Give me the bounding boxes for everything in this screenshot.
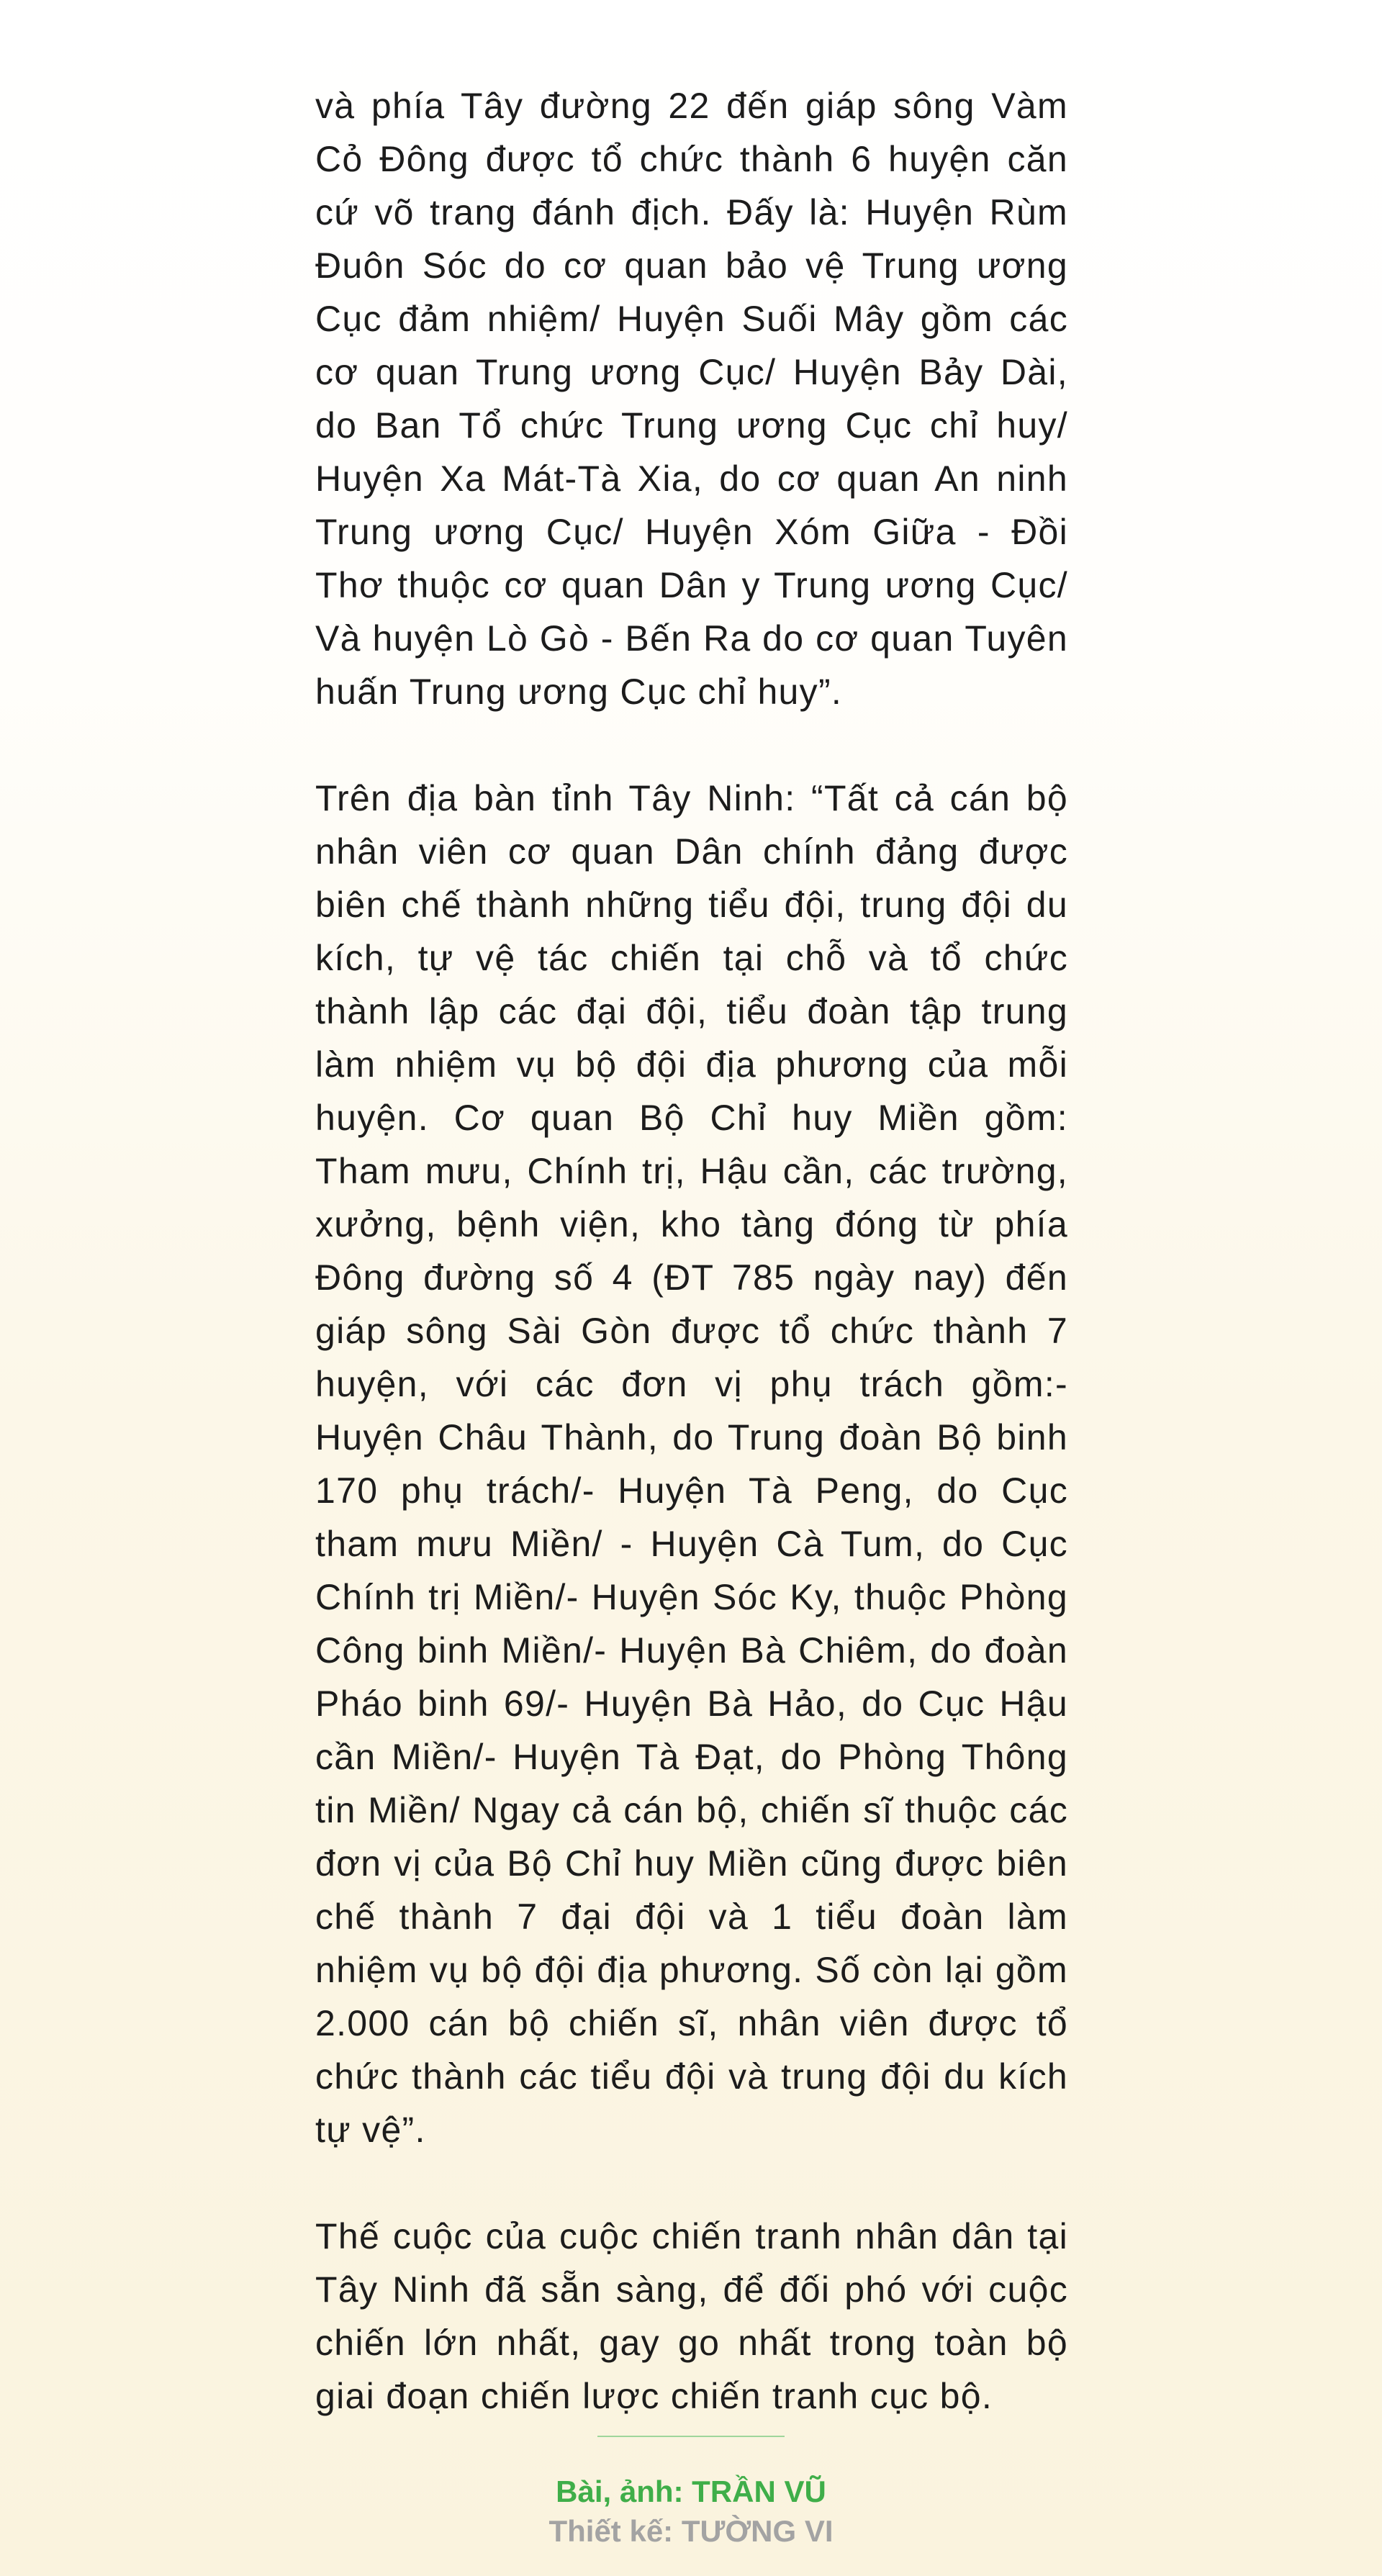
design-credit: Thiết kế: TƯỜNG VI bbox=[548, 2514, 834, 2548]
credits-divider bbox=[597, 2436, 785, 2437]
article-body bbox=[315, 79, 1068, 2476]
article-paragraph: và phía Tây đường 22 đến giáp sông Vàm Cỏ Đông được tổ chức thành 6 huyện căn cứ võ trang đánh địch. Đấy là: Huyện Rùm Đuôn Sóc do cơ quan bảo vệ Trung ương Cục đảm nhiệm/ Huyện Suối Mây gồm các cơ quan Trung ương Cục/ Huyện Bảy Dài, do Ban Tổ chức Trung ương Cục chỉ huy/ Huyện Xa Mát-Tà Xia, do cơ quan An ninh Trung ương Cục/ Huyện Xóm Giữa - Đồi Thơ thuộc cơ quan Dân y Trung ương Cục/ Và huyện Lò Gò - Bến Ra do cơ quan Tuyên huấn Trung ương Cục chỉ huy”. bbox=[315, 86, 1068, 712]
article-paragraph: Trên địa bàn tỉnh Tây Ninh: “Tất cả cán bộ nhân viên cơ quan Dân chính đảng được biên chế thành những tiểu đội, trung đội du kích, tự vệ tác chiến tại chỗ và tổ chức thành lập các đại đội, tiểu đoàn tập trung làm nhiệm vụ bộ đội địa phương của mỗi huyện. Cơ quan Bộ Chỉ huy Miền gồm: Tham mưu, Chính trị, Hậu cần, các trường, xưởng, bệnh viện, kho tàng đóng từ phía Đông đường số 4 (ĐT 785 ngày nay) đến giáp sông Sài Gòn được tổ chức thành 7 huyện, với các đơn vị phụ trách gồm:- Huyện Châu Thành, do Trung đoàn Bộ binh 170 phụ trách/- Huyện Tà Peng, do Cục tham mưu Miền/ - Huyện Cà Tum, do Cục Chính trị Miền/- Huyện Sóc Ky, thuộc Phòng Công binh Miền/- Huyện Bà Chiêm, do đoàn Pháo binh 69/- Huyện Bà Hảo, do Cục Hậu cần Miền/- Huyện Tà Đạt, do Phòng Thông tin Miền/ Ngay cả cán bộ, chiến sĩ thuộc các đơn vị của Bộ Chỉ huy Miền cũng được biên chế thành 7 đại đội và 1 tiểu đoàn làm nhiệm vụ bộ đội địa phương. Số còn lại gồm 2.000 cán bộ chiến sĩ, nhân viên được tổ chức thành các tiểu đội và trung đội du kích tự vệ”. bbox=[315, 778, 1068, 2150]
article-paragraph: Thế cuộc của cuộc chiến tranh nhân dân tại Tây Ninh đã sẵn sàng, để đối phó với cuộc chiến lớn nhất, gay go nhất trong toàn bộ giai đoạn chiến lược chiến tranh cục bộ. bbox=[315, 2216, 1068, 2416]
author-credit: Bài, ảnh: TRẦN VŨ bbox=[556, 2475, 826, 2508]
